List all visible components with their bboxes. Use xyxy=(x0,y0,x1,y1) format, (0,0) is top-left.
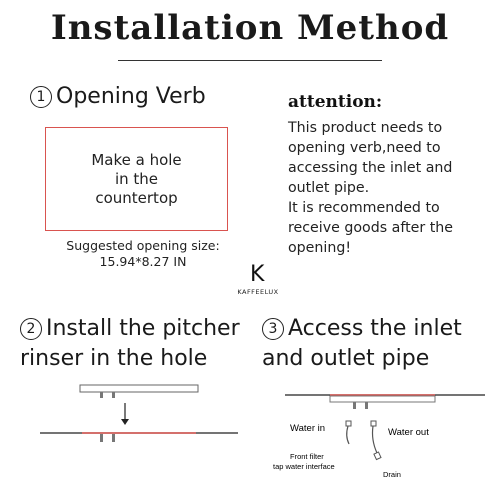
pipe-left xyxy=(100,434,103,442)
pipe-right xyxy=(112,434,115,442)
opening-size-note xyxy=(38,238,248,270)
opening-size-value: 15.94*8.27 IN xyxy=(99,254,187,269)
outlet-hose-icon xyxy=(373,426,378,453)
step1-number-badge: 1 xyxy=(30,86,52,108)
step2-heading-line2: rinser in the hole xyxy=(20,346,208,371)
brand-logo xyxy=(228,262,288,296)
rinser-plate xyxy=(80,385,198,392)
attention-line: outlet pipe. xyxy=(288,180,370,196)
step3-number-badge: 3 xyxy=(262,318,284,340)
attention-line: opening verb,need to xyxy=(288,140,441,156)
opening-size-label: Suggested opening size: xyxy=(66,238,220,253)
title-underline xyxy=(118,60,382,61)
attention-line: It is recommended to xyxy=(288,200,440,216)
hole-line-3: countertop xyxy=(95,188,178,207)
drain-fitting-icon xyxy=(374,452,381,460)
rinser-peg-right xyxy=(112,392,115,398)
water-in-label: Water in xyxy=(290,423,326,434)
inlet-hose-icon xyxy=(347,426,349,444)
hole-diagram-box xyxy=(45,127,228,231)
rinser-peg-right xyxy=(365,402,368,409)
step1-heading-text: Opening Verb xyxy=(56,84,206,109)
filter-label-line1: Front filter xyxy=(290,452,324,461)
attention-body xyxy=(288,118,493,258)
brand-name: KAFFEELUX xyxy=(237,288,279,296)
drain-label: Drain xyxy=(383,470,401,479)
inlet-connector-icon xyxy=(346,421,351,426)
page-title: Installation Method xyxy=(50,8,450,48)
step2-diagram xyxy=(0,365,240,455)
attention-line: opening! xyxy=(288,240,352,256)
step2-number-badge: 2 xyxy=(20,318,42,340)
arrow-head-icon xyxy=(121,419,129,425)
rinser-plate xyxy=(330,396,435,402)
hole-instruction xyxy=(77,151,197,208)
attention-line: This product needs to xyxy=(288,120,443,136)
hole-line-2: in the xyxy=(114,169,159,188)
outlet-connector-icon xyxy=(371,421,376,426)
hole-line-1: Make a hole xyxy=(91,150,182,169)
filter-label-line2: tap water interface xyxy=(273,462,335,471)
rinser-peg-left xyxy=(100,392,103,398)
attention-line: accessing the inlet and xyxy=(288,160,453,176)
step1-heading xyxy=(30,82,206,112)
step3-heading xyxy=(262,314,498,374)
water-out-label: Water out xyxy=(388,427,429,438)
step3-heading-line2: and outlet pipe xyxy=(262,346,430,371)
attention-line: receive goods after the xyxy=(288,220,453,236)
brand-mark-letter: K xyxy=(250,262,265,287)
rinser-peg-left xyxy=(353,402,356,409)
brand-mark-icon xyxy=(248,262,268,287)
step2-heading-line1: Install the pitcher xyxy=(46,316,240,341)
step3-diagram xyxy=(273,378,495,488)
step3-heading-line1: Access the inlet xyxy=(288,316,462,341)
attention-heading: attention: xyxy=(288,92,383,112)
